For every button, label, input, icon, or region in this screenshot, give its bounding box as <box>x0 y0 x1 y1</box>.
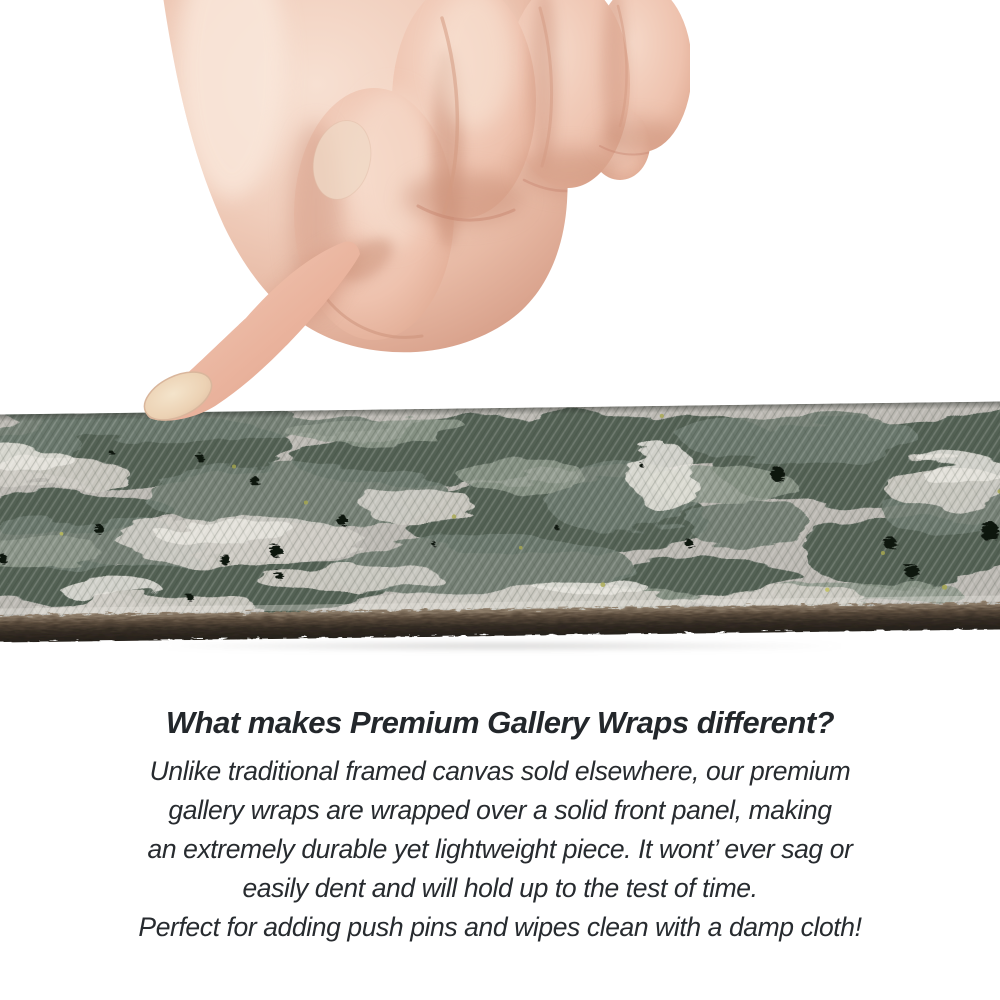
description-line: gallery wraps are wrapped over a solid front panel, making <box>168 795 832 825</box>
marketing-copy <box>0 704 1000 947</box>
headline: What makes Premium Gallery Wraps different? <box>165 705 835 740</box>
hand-photo <box>112 0 690 434</box>
description-line: easily dent and will hold up to the test of time. <box>242 873 758 903</box>
description-line: Perfect for adding push pins and wipes clean with a damp cloth! <box>138 912 862 942</box>
description <box>0 752 1000 947</box>
description-line: an extremely durable yet lightweight piece. It wont’ ever sag or <box>147 834 853 864</box>
strip-shadow <box>30 640 970 652</box>
description-line: Unlike traditional framed canvas sold elsewhere, our premium <box>149 756 851 786</box>
canvas-strip-photo <box>0 401 1000 642</box>
